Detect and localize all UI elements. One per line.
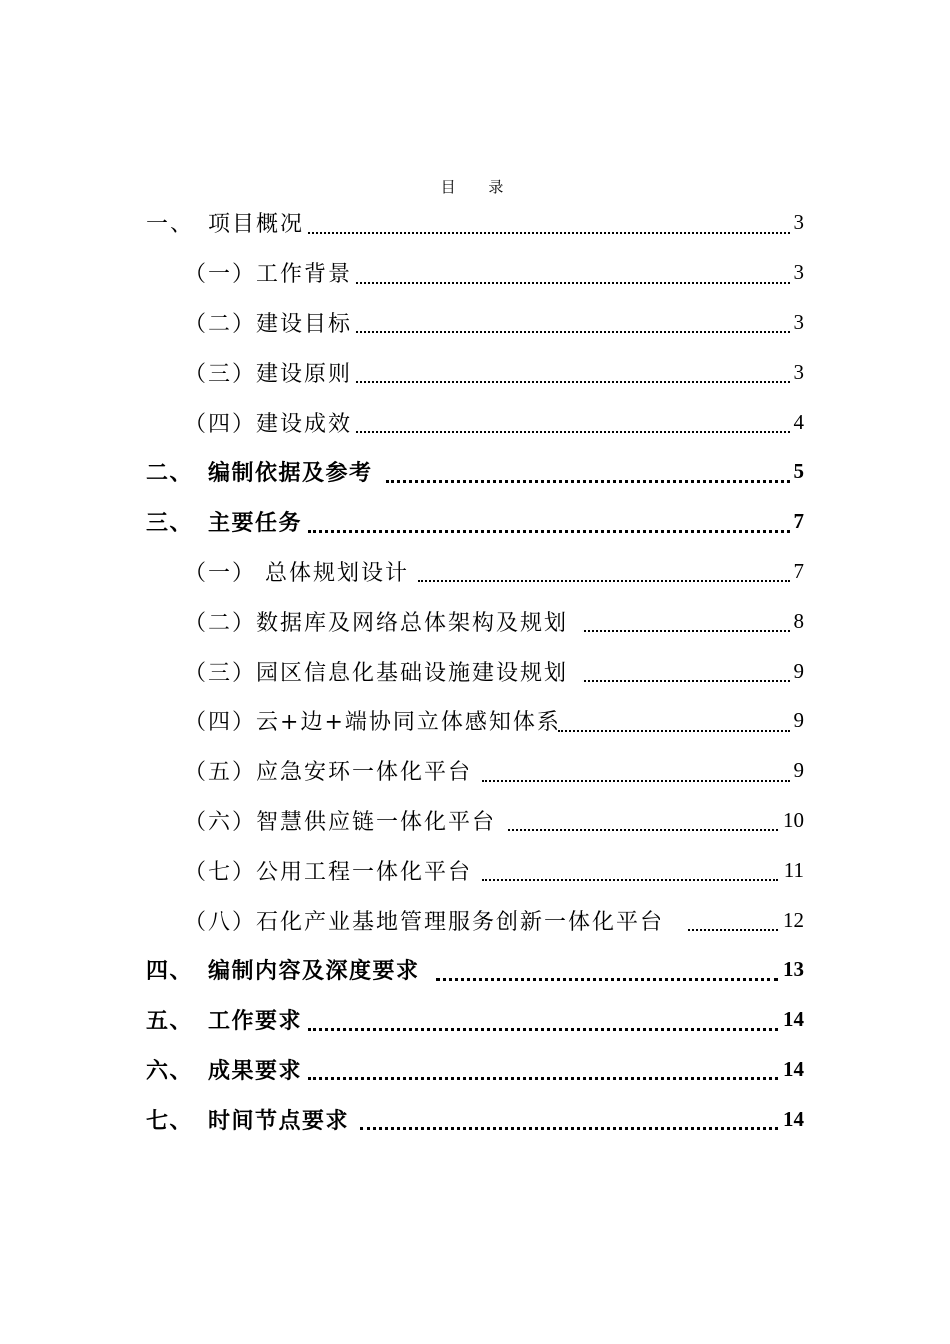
toc-page-number: 8 — [793, 608, 804, 633]
toc-entry[interactable] — [0, 547, 950, 597]
toc-entry[interactable] — [0, 746, 950, 796]
toc-leader-dots — [386, 478, 790, 483]
toc-leader-dots — [356, 379, 790, 383]
toc-entry-text: 编制依据及参考 — [208, 460, 373, 487]
toc-entry-text: 建设原则 — [256, 361, 353, 387]
toc-entry-text: 建设成效 — [256, 411, 353, 437]
toc-leader-dots — [436, 976, 778, 981]
toc-entry-text: 智慧供应链一体化平台 — [256, 809, 497, 835]
toc-leader-dots — [360, 1125, 778, 1130]
toc-entry-number: 四、 — [146, 958, 194, 985]
toc-entry-text: 总体规划设计 — [256, 560, 410, 586]
toc-title: 目 录 — [440, 178, 518, 196]
toc-entry-label — [184, 805, 496, 836]
toc-leader-dots — [688, 927, 778, 931]
toc-entry-label — [184, 257, 352, 288]
toc-page-number: 7 — [793, 558, 804, 583]
toc-entry-label — [146, 954, 420, 985]
toc-entry-text: 石化产业基地管理服务创新一体化平台 — [256, 909, 665, 935]
toc-entry-text: 园区信息化基础设施建设规划 — [256, 660, 569, 686]
toc-page-number: 9 — [793, 708, 804, 733]
toc-entry-label — [184, 556, 409, 587]
toc-entry-label — [184, 407, 352, 438]
toc-leader-dots — [418, 578, 790, 582]
table-of-contents — [0, 198, 950, 1144]
toc-entry-label — [184, 905, 664, 936]
toc-entry-label — [146, 207, 304, 238]
toc-entry[interactable] — [0, 497, 950, 547]
toc-entry[interactable] — [0, 696, 950, 746]
toc-leader-dots — [584, 678, 790, 682]
toc-page-number: 3 — [793, 260, 804, 285]
toc-entry-number: （一） — [184, 262, 257, 288]
toc-leader-dots — [308, 528, 790, 533]
toc-leader-dots — [308, 230, 790, 234]
toc-entry-number: （六） — [184, 809, 257, 835]
toc-page-number: 14 — [783, 1106, 804, 1131]
toc-page-number: 14 — [783, 1007, 804, 1032]
toc-page-number: 9 — [793, 658, 804, 683]
toc-entry-label — [184, 705, 561, 736]
toc-entry-number: （七） — [184, 859, 257, 885]
toc-entry[interactable] — [0, 1045, 950, 1095]
toc-entry[interactable] — [0, 298, 950, 348]
toc-entry-number: 七、 — [146, 1107, 194, 1134]
toc-entry-text: 云+边+端协同立体感知体系 — [256, 710, 561, 736]
toc-entry[interactable] — [0, 895, 950, 945]
toc-entry-text: 时间节点要求 — [208, 1107, 350, 1134]
toc-page-number: 13 — [783, 957, 804, 982]
toc-page-number: 5 — [793, 459, 804, 484]
toc-entry-text: 工作背景 — [256, 262, 353, 288]
toc-entry-text: 工作要求 — [208, 1008, 303, 1035]
toc-entry[interactable] — [0, 945, 950, 995]
toc-leader-dots — [356, 280, 790, 284]
toc-entry-number: 五、 — [146, 1008, 194, 1035]
toc-page-number: 3 — [793, 359, 804, 384]
toc-page-number: 11 — [783, 857, 804, 882]
toc-entry[interactable] — [0, 198, 950, 248]
toc-entry-number: 二、 — [146, 460, 194, 487]
toc-entry-label — [146, 1104, 349, 1135]
toc-entry[interactable] — [0, 596, 950, 646]
toc-entry-text: 建设目标 — [256, 311, 353, 337]
toc-page-number: 10 — [783, 807, 804, 832]
toc-entry[interactable] — [0, 796, 950, 846]
toc-entry-label — [184, 606, 568, 637]
toc-entry-number: （二） — [184, 610, 257, 636]
toc-entry-number: （四） — [184, 411, 257, 437]
toc-entry-text: 成果要求 — [208, 1057, 303, 1084]
toc-entry[interactable] — [0, 447, 950, 497]
toc-entry[interactable] — [0, 845, 950, 895]
toc-leader-dots — [356, 429, 790, 433]
toc-entry-number: （三） — [184, 660, 257, 686]
toc-entry[interactable] — [0, 646, 950, 696]
toc-entry-label — [146, 1054, 302, 1085]
toc-leader-dots — [308, 1026, 778, 1031]
toc-entry[interactable] — [0, 995, 950, 1045]
toc-entry[interactable] — [0, 347, 950, 397]
toc-entry-number: （三） — [184, 361, 257, 387]
toc-entry-number: （二） — [184, 311, 257, 337]
toc-entry-number: 六、 — [146, 1057, 194, 1084]
toc-entry-text: 公用工程一体化平台 — [256, 859, 473, 885]
toc-entry-label — [184, 357, 352, 388]
toc-entry-label — [184, 755, 472, 786]
toc-leader-dots — [356, 329, 790, 333]
toc-page-number: 7 — [793, 509, 804, 534]
toc-leader-dots — [558, 728, 790, 732]
toc-entry-text: 数据库及网络总体架构及规划 — [256, 610, 569, 636]
toc-entry-number: 一、 — [146, 212, 195, 238]
toc-entry-text: 编制内容及深度要求 — [208, 958, 420, 985]
toc-entry-text: 项目概况 — [208, 212, 305, 238]
toc-entry-label — [184, 656, 568, 687]
toc-entry[interactable] — [0, 248, 950, 298]
toc-entry-text: 应急安环一体化平台 — [256, 760, 473, 786]
toc-page-number: 4 — [793, 409, 804, 434]
toc-page-number: 14 — [783, 1056, 804, 1081]
toc-entry-text: 主要任务 — [208, 510, 303, 537]
toc-entry-number: （八） — [184, 909, 257, 935]
toc-leader-dots — [308, 1075, 778, 1080]
toc-entry-label — [146, 506, 302, 537]
toc-entry-number: （四） — [184, 710, 257, 736]
toc-entry[interactable] — [0, 1094, 950, 1144]
toc-entry-label — [146, 1004, 302, 1035]
toc-entry-label — [146, 456, 373, 487]
toc-entry-label — [184, 855, 472, 886]
toc-leader-dots — [482, 877, 778, 881]
toc-entry-number: （一） — [184, 560, 257, 586]
toc-entry-number: 三、 — [146, 510, 194, 537]
toc-leader-dots — [482, 778, 790, 782]
toc-entry-label — [184, 307, 352, 338]
toc-entry-number: （五） — [184, 760, 257, 786]
toc-leader-dots — [584, 628, 790, 632]
toc-page-number: 12 — [783, 907, 804, 932]
toc-page-number: 3 — [793, 309, 804, 334]
toc-page-number: 3 — [793, 210, 804, 235]
toc-entry[interactable] — [0, 397, 950, 447]
toc-leader-dots — [508, 827, 778, 831]
toc-page-number: 9 — [793, 758, 804, 783]
